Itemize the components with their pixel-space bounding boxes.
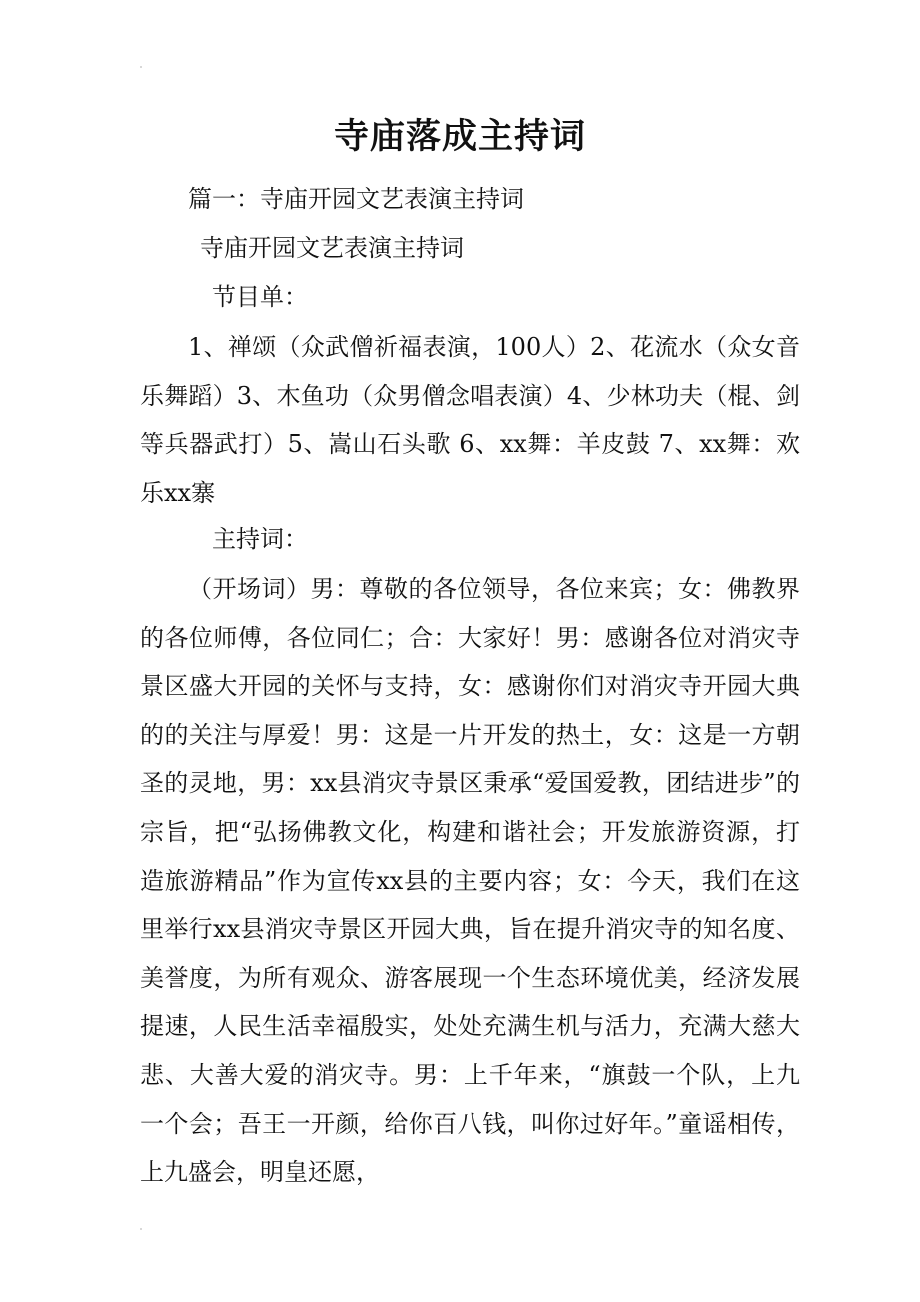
host-script-paragraph: （开场词）男：尊敬的各位领导，各位来宾；女：佛教界的各位师傅，各位同仁；合：大家好！男：感谢各位对消灾寺景区盛大开园的关怀与支持，女：感谢你们对消灾寺开园大典的的关注与厚爱！男：这是一片开发的热土，女：这是一方朝圣的灵地，男：xx县消灾寺景区秉承“爱国爱教，团结进步”的宗旨，把“弘扬佛教文化，构建和谐社会；开发旅游资源，打造旅游精品”作为宣传xx县的主要内容；女：今天，我们在这里举行xx县消灾寺景区开园大典，旨在提升消灾寺的知名度、美誉度，为所有观众、游客展现一个生态环境优美，经济发展提速，人民生活幸福殷实，处处充满生机与活力，充满大慈大悲、大善大爱的消灾寺。男：上千年来，“旗鼓一个队，上九一个会；吾王一开颜，给你百八钱，叫你过好年。”童谣相传，上九盛会，明皇还愿， — [140, 575, 800, 1187]
program-list-paragraph: 1、禅颂（众武僧祈福表演，100人）2、花流水（众女音乐舞蹈）3、木鱼功（众男僧念唱表演）4、少林功夫（棍、剑等兵器武打）5、嵩山石头歌 6、xx舞：羊皮鼓 7、xx舞：欢乐xx寨 — [140, 333, 800, 507]
scan-speck — [140, 1228, 142, 1230]
subheading: 寺庙开园文艺表演主持词 — [200, 234, 464, 262]
document-title: 寺庙落成主持词 — [333, 116, 586, 157]
host-label: 主持词： — [212, 525, 308, 553]
section-heading: 篇一：寺庙开园文艺表演主持词 — [188, 185, 524, 213]
scan-speck — [140, 66, 142, 68]
program-label: 节目单： — [212, 283, 308, 311]
